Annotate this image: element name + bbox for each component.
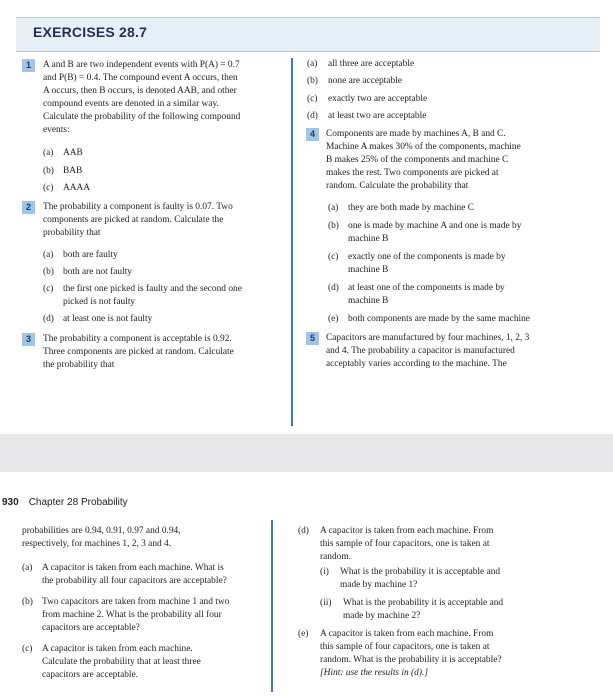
ex4-part-text: exactly one of the components is made by xyxy=(348,252,506,262)
ex5-part-text: random. xyxy=(320,552,351,562)
ex4-part-text: machine B xyxy=(348,265,389,275)
ex4-part-text: both components are made by the same machine xyxy=(348,314,530,324)
ex5-line: acceptably varies according to the machine. The xyxy=(326,359,507,369)
ex5-part-text: capacitors are acceptable? xyxy=(42,623,140,633)
ex2-line: components are picked at random. Calculate the xyxy=(43,215,224,225)
left-column-rule xyxy=(291,58,293,426)
ex2-part-text: the first one picked is faulty and the second one xyxy=(63,284,242,294)
ex2-line: The probability a component is faulty is 0.07. Two xyxy=(43,202,233,212)
ex5-cont-line: probabilities are 0.94, 0.91, 0.97 and 0.94, xyxy=(22,526,181,536)
ex5-part-text: A capacitor is taken from each machine. xyxy=(42,644,193,654)
page-gap xyxy=(0,434,613,472)
ex4-part-text: machine B xyxy=(348,234,389,244)
ex4-line: random. Calculate the probability that xyxy=(326,181,469,191)
ex5-part-text: from machine 2. What is the probability all four xyxy=(42,610,222,620)
ex3-line: Three components are picked at random. Calculate xyxy=(43,347,234,357)
ex1-part-text: AAB xyxy=(63,148,83,158)
ex5-part-label: (d) xyxy=(298,526,309,536)
ex4-line: makes the rest. Two components are picked at xyxy=(326,168,499,178)
exercise-number-1: 1 xyxy=(22,59,35,72)
ex5-part-text: A capacitor is taken from each machine. From xyxy=(320,526,494,536)
ex5-subpart-text: made by machine 1? xyxy=(340,580,418,590)
ex5-part-label: (c) xyxy=(22,644,33,654)
ex4-part-label: (d) xyxy=(328,283,339,293)
ex3-part-label: (a) xyxy=(307,59,318,69)
ex2-part-text: both are not faulty xyxy=(63,267,132,277)
ex4-line: Components are made by machines A, B and C. xyxy=(326,129,506,139)
ex1-part-text: BAB xyxy=(63,166,83,176)
ex5-part-text: [Hint: use the results in (d).] xyxy=(320,668,428,678)
ex1-part-label: (a) xyxy=(43,148,54,158)
ex5-line: and 4. The probability a capacitor is manufactured xyxy=(326,346,515,356)
exercise-number-2: 2 xyxy=(22,201,35,214)
ex3-part-text: exactly two are acceptable xyxy=(328,94,428,104)
ex5-part-text: A capacitor is taken from each machine. From xyxy=(320,629,494,639)
exercise-number-4: 4 xyxy=(306,128,319,141)
ex1-line: A and B are two independent events with P(A) = 0.7 xyxy=(43,60,240,70)
ex5-subpart-text: made by machine 2? xyxy=(343,611,421,621)
ex1-part-label: (b) xyxy=(43,166,54,176)
exercises-title: EXERCISES 28.7 xyxy=(33,24,148,40)
ex2-part-label: (d) xyxy=(43,314,54,324)
ex5-part-text: Two capacitors are taken from machine 1 and two xyxy=(42,597,230,607)
ex2-part-text: both are faulty xyxy=(63,250,118,260)
ex4-part-text: at least one of the components is made by xyxy=(348,283,505,293)
ex4-line: B makes 25% of the components and machine C xyxy=(326,155,509,165)
ex4-line: Machine A makes 30% of the components, machine xyxy=(326,142,521,152)
ex4-part-text: one is made by machine A and one is made by xyxy=(348,221,522,231)
exercise-number-3: 3 xyxy=(22,333,35,346)
ex5-part-label: (e) xyxy=(298,629,309,639)
bottom-column-rule xyxy=(271,520,273,692)
ex1-part-label: (c) xyxy=(43,183,54,193)
ex4-part-label: (a) xyxy=(328,203,339,213)
textbook-page-bottom xyxy=(0,472,613,700)
ex5-part-text: A capacitor is taken from each machine. What is xyxy=(42,563,224,573)
ex3-part-label: (b) xyxy=(307,76,318,86)
ex5-subpart-label: (ii) xyxy=(320,598,332,608)
page-footer xyxy=(2,497,128,508)
ex3-part-label: (d) xyxy=(307,111,318,121)
ex2-part-label: (a) xyxy=(43,250,54,260)
ex1-line: and P(B) = 0.4. The compound event A occurs, then xyxy=(43,73,238,83)
ex5-subpart-label: (i) xyxy=(320,567,329,577)
ex4-part-text: machine B xyxy=(348,296,389,306)
ex2-part-label: (b) xyxy=(43,267,54,277)
ex4-part-text: they are both made by machine C xyxy=(348,203,474,213)
ex1-line: events: xyxy=(43,125,70,135)
ex5-part-text: Calculate the probability that at least three xyxy=(42,657,201,667)
ex3-part-label: (c) xyxy=(307,94,318,104)
ex5-line: Capacitors are manufactured by four machines, 1, 2, 3 xyxy=(326,333,530,343)
ex3-line: The probability a component is acceptable is 0.92. xyxy=(43,334,232,344)
ex1-part-text: AAAA xyxy=(63,183,91,193)
ex2-part-text: picked is not faulty xyxy=(63,297,136,307)
ex5-part-label: (a) xyxy=(22,563,33,573)
chapter-title: Chapter 28 Probability xyxy=(28,497,128,508)
ex5-part-text: the probability all four capacitors are acceptable? xyxy=(42,576,227,586)
ex5-part-text: this sample of four capacitors, one is taken at xyxy=(320,642,490,652)
ex5-subpart-text: What is the probability it is acceptable and xyxy=(340,567,501,577)
ex4-part-label: (b) xyxy=(328,221,339,231)
ex1-line: compound events are denoted in a similar way. xyxy=(43,99,219,109)
page-number: 930 xyxy=(2,497,19,508)
ex2-line: probability that xyxy=(43,228,101,238)
ex3-part-text: at least two are acceptable xyxy=(328,111,427,121)
ex5-part-text: random. What is the probability it is acceptable? xyxy=(320,655,502,665)
exercise-number-5: 5 xyxy=(306,332,319,345)
ex5-part-text: capacitors are acceptable. xyxy=(42,670,139,680)
ex2-part-label: (c) xyxy=(43,284,54,294)
ex5-cont-line: respectively, for machines 1, 2, 3 and 4. xyxy=(22,539,172,549)
ex5-part-label: (b) xyxy=(22,597,33,607)
ex3-line: the probability that xyxy=(43,360,115,370)
ex5-subpart-text: What is the probability it is acceptable and xyxy=(343,598,504,608)
ex5-part-text: this sample of four capacitors, one is taken at xyxy=(320,539,490,549)
ex2-part-text: at least one is not faulty xyxy=(63,314,153,324)
ex1-line: A occurs, then B occurs, is denoted AAB, and other xyxy=(43,86,237,96)
ex4-part-label: (c) xyxy=(328,252,339,262)
ex4-part-label: (e) xyxy=(328,314,339,324)
ex3-part-text: all three are acceptable xyxy=(328,59,415,69)
ex1-line: Calculate the probability of the following compound xyxy=(43,112,241,122)
ex3-part-text: none are acceptable xyxy=(328,76,402,86)
